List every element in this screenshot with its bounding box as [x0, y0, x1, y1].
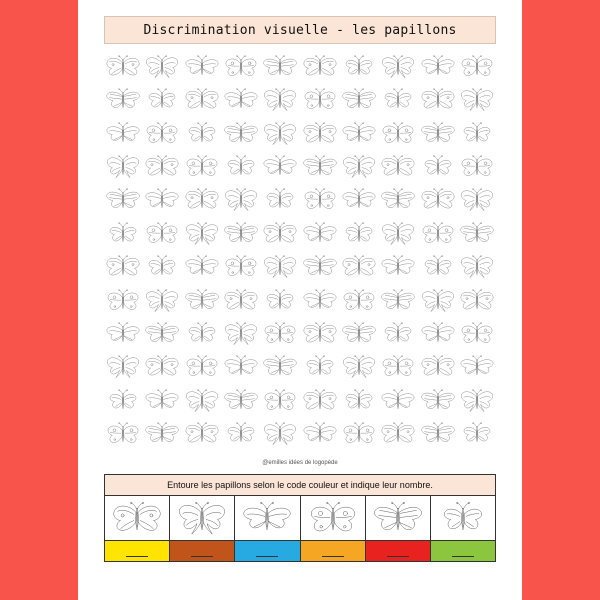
color-code-cell-5[interactable]: [366, 541, 431, 561]
butterfly-icon[interactable]: [340, 83, 378, 116]
butterfly-icon[interactable]: [222, 317, 260, 350]
butterfly-icon[interactable]: [183, 284, 221, 317]
page-title: Discrimination visuelle - les papillons: [143, 22, 457, 38]
butterfly-icon[interactable]: [301, 350, 339, 383]
butterfly-icon[interactable]: [143, 350, 181, 383]
butterfly-icon[interactable]: [419, 183, 457, 216]
butterfly-icon[interactable]: [222, 350, 260, 383]
butterfly-icon[interactable]: [104, 317, 142, 350]
butterfly-icon[interactable]: [104, 250, 142, 283]
butterfly-icon[interactable]: [379, 350, 417, 383]
butterfly-grid-row: [104, 183, 496, 216]
butterfly-grid-row: [104, 417, 496, 450]
butterfly-icon[interactable]: [340, 350, 378, 383]
count-answer-blank[interactable]: [387, 556, 409, 557]
butterfly-icon[interactable]: [183, 50, 221, 83]
butterfly-icon[interactable]: [261, 217, 299, 250]
butterfly-icon[interactable]: [419, 284, 457, 317]
butterfly-icon[interactable]: [379, 217, 417, 250]
butterfly-icon[interactable]: [301, 83, 339, 116]
butterfly-icon[interactable]: [340, 150, 378, 183]
butterfly-icon[interactable]: [222, 284, 260, 317]
butterfly-icon[interactable]: [419, 350, 457, 383]
butterfly-icon[interactable]: [379, 284, 417, 317]
butterfly-icon[interactable]: [183, 384, 221, 417]
butterfly-icon[interactable]: [222, 250, 260, 283]
butterfly-icon[interactable]: [104, 50, 142, 83]
butterfly-icon[interactable]: [222, 384, 260, 417]
butterfly-grid-row: [104, 50, 496, 83]
exercise-instruction: Entoure les papillons selon le code couleur et indique leur nombre.: [105, 475, 495, 496]
butterfly-grid-row: [104, 384, 496, 417]
butterfly-icon[interactable]: [340, 183, 378, 216]
butterfly-icon[interactable]: [143, 317, 181, 350]
butterfly-icon[interactable]: [458, 217, 496, 250]
butterfly-icon[interactable]: [379, 250, 417, 283]
butterfly-icon[interactable]: [301, 183, 339, 216]
butterfly-icon[interactable]: [261, 117, 299, 150]
butterfly-icon[interactable]: [104, 217, 142, 250]
butterfly-icon[interactable]: [104, 150, 142, 183]
butterfly-icon[interactable]: [340, 417, 378, 450]
model-butterfly-4-icon[interactable]: [301, 496, 366, 540]
butterfly-icon[interactable]: [261, 284, 299, 317]
model-butterfly-2-icon[interactable]: [170, 496, 235, 540]
butterfly-icon[interactable]: [222, 417, 260, 450]
butterfly-icon[interactable]: [261, 83, 299, 116]
butterfly-icon[interactable]: [458, 417, 496, 450]
butterfly-icon[interactable]: [104, 350, 142, 383]
butterfly-grid-row: [104, 117, 496, 150]
butterfly-icon[interactable]: [458, 250, 496, 283]
butterfly-icon[interactable]: [104, 417, 142, 450]
butterfly-icon[interactable]: [261, 384, 299, 417]
color-code-cell-2[interactable]: [170, 541, 235, 561]
butterfly-icon[interactable]: [261, 183, 299, 216]
butterfly-icon[interactable]: [261, 350, 299, 383]
butterfly-icon[interactable]: [222, 183, 260, 216]
butterfly-icon[interactable]: [340, 284, 378, 317]
butterfly-icon[interactable]: [340, 250, 378, 283]
butterfly-icon[interactable]: [419, 417, 457, 450]
butterfly-icon[interactable]: [104, 117, 142, 150]
butterfly-icon[interactable]: [183, 117, 221, 150]
butterfly-icon[interactable]: [379, 117, 417, 150]
butterfly-icon[interactable]: [222, 50, 260, 83]
butterfly-icon[interactable]: [458, 50, 496, 83]
butterfly-icon[interactable]: [301, 117, 339, 150]
butterfly-icon[interactable]: [301, 417, 339, 450]
paper-sheet: [78, 0, 522, 600]
butterfly-icon[interactable]: [104, 284, 142, 317]
butterfly-icon[interactable]: [419, 217, 457, 250]
butterfly-icon[interactable]: [301, 250, 339, 283]
butterfly-icon[interactable]: [183, 417, 221, 450]
color-code-cell-4[interactable]: [301, 541, 366, 561]
count-answer-blank[interactable]: [452, 556, 474, 557]
butterfly-icon[interactable]: [183, 317, 221, 350]
butterfly-icon[interactable]: [419, 150, 457, 183]
butterfly-grid-row: [104, 350, 496, 383]
color-code-cell-6[interactable]: [431, 541, 495, 561]
butterfly-icon[interactable]: [340, 50, 378, 83]
butterfly-icon[interactable]: [183, 83, 221, 116]
butterfly-icon[interactable]: [379, 183, 417, 216]
butterfly-icon[interactable]: [261, 317, 299, 350]
butterfly-icon[interactable]: [419, 384, 457, 417]
butterfly-icon[interactable]: [458, 83, 496, 116]
butterfly-icon[interactable]: [379, 384, 417, 417]
butterfly-grid-row: [104, 150, 496, 183]
butterfly-grid-row: [104, 317, 496, 350]
butterfly-icon[interactable]: [183, 350, 221, 383]
butterfly-icon[interactable]: [458, 384, 496, 417]
color-code-cell-3[interactable]: [235, 541, 300, 561]
exercise-box: [104, 474, 496, 562]
count-answer-blank[interactable]: [126, 556, 148, 557]
butterfly-icon[interactable]: [458, 350, 496, 383]
butterfly-icon[interactable]: [143, 217, 181, 250]
butterfly-grid-row: [104, 250, 496, 283]
butterfly-icon[interactable]: [143, 183, 181, 216]
butterfly-icon[interactable]: [222, 117, 260, 150]
butterfly-grid-row: [104, 217, 496, 250]
butterfly-icon[interactable]: [143, 284, 181, 317]
butterfly-icon[interactable]: [301, 317, 339, 350]
butterfly-icon[interactable]: [261, 250, 299, 283]
butterfly-icon[interactable]: [222, 83, 260, 116]
color-code-row: [105, 540, 495, 561]
butterfly-icon[interactable]: [222, 217, 260, 250]
butterfly-icon[interactable]: [458, 183, 496, 216]
butterfly-grid-row: [104, 284, 496, 317]
butterfly-icon[interactable]: [222, 150, 260, 183]
butterfly-icon[interactable]: [379, 317, 417, 350]
butterfly-icon[interactable]: [419, 117, 457, 150]
butterfly-grid: [104, 50, 496, 450]
butterfly-icon[interactable]: [183, 250, 221, 283]
butterfly-icon[interactable]: [340, 217, 378, 250]
model-butterfly-1-icon[interactable]: [105, 496, 170, 540]
butterfly-icon[interactable]: [458, 284, 496, 317]
credit-line: @emilles idées de logopède: [262, 460, 338, 466]
butterfly-icon[interactable]: [183, 150, 221, 183]
butterfly-icon[interactable]: [379, 83, 417, 116]
count-answer-blank[interactable]: [191, 556, 213, 557]
butterfly-icon[interactable]: [301, 284, 339, 317]
butterfly-icon[interactable]: [458, 317, 496, 350]
butterfly-icon[interactable]: [261, 417, 299, 450]
butterfly-icon[interactable]: [458, 117, 496, 150]
butterfly-icon[interactable]: [104, 83, 142, 116]
butterfly-icon[interactable]: [379, 417, 417, 450]
butterfly-icon[interactable]: [301, 217, 339, 250]
butterfly-icon[interactable]: [379, 150, 417, 183]
butterfly-icon[interactable]: [379, 50, 417, 83]
model-row: [105, 496, 495, 540]
butterfly-icon[interactable]: [143, 117, 181, 150]
butterfly-icon[interactable]: [104, 384, 142, 417]
butterfly-icon[interactable]: [301, 384, 339, 417]
butterfly-icon[interactable]: [340, 317, 378, 350]
butterfly-icon[interactable]: [143, 417, 181, 450]
butterfly-icon[interactable]: [419, 317, 457, 350]
butterfly-icon[interactable]: [104, 183, 142, 216]
butterfly-icon[interactable]: [143, 150, 181, 183]
butterfly-icon[interactable]: [340, 384, 378, 417]
butterfly-icon[interactable]: [183, 217, 221, 250]
butterfly-icon[interactable]: [143, 384, 181, 417]
butterfly-icon[interactable]: [183, 183, 221, 216]
butterfly-icon[interactable]: [143, 50, 181, 83]
butterfly-icon[interactable]: [143, 250, 181, 283]
butterfly-icon[interactable]: [301, 50, 339, 83]
butterfly-icon[interactable]: [261, 150, 299, 183]
count-answer-blank[interactable]: [256, 556, 278, 557]
butterfly-icon[interactable]: [340, 117, 378, 150]
model-butterfly-5-icon[interactable]: [366, 496, 431, 540]
butterfly-icon[interactable]: [261, 50, 299, 83]
count-answer-blank[interactable]: [322, 556, 344, 557]
model-butterfly-6-icon[interactable]: [431, 496, 495, 540]
title-banner: [104, 16, 496, 44]
model-butterfly-3-icon[interactable]: [235, 496, 300, 540]
butterfly-icon[interactable]: [143, 83, 181, 116]
color-code-cell-1[interactable]: [105, 541, 170, 561]
butterfly-icon[interactable]: [458, 150, 496, 183]
butterfly-icon[interactable]: [301, 150, 339, 183]
butterfly-icon[interactable]: [419, 83, 457, 116]
butterfly-icon[interactable]: [419, 50, 457, 83]
butterfly-icon[interactable]: [419, 250, 457, 283]
butterfly-grid-row: [104, 83, 496, 116]
